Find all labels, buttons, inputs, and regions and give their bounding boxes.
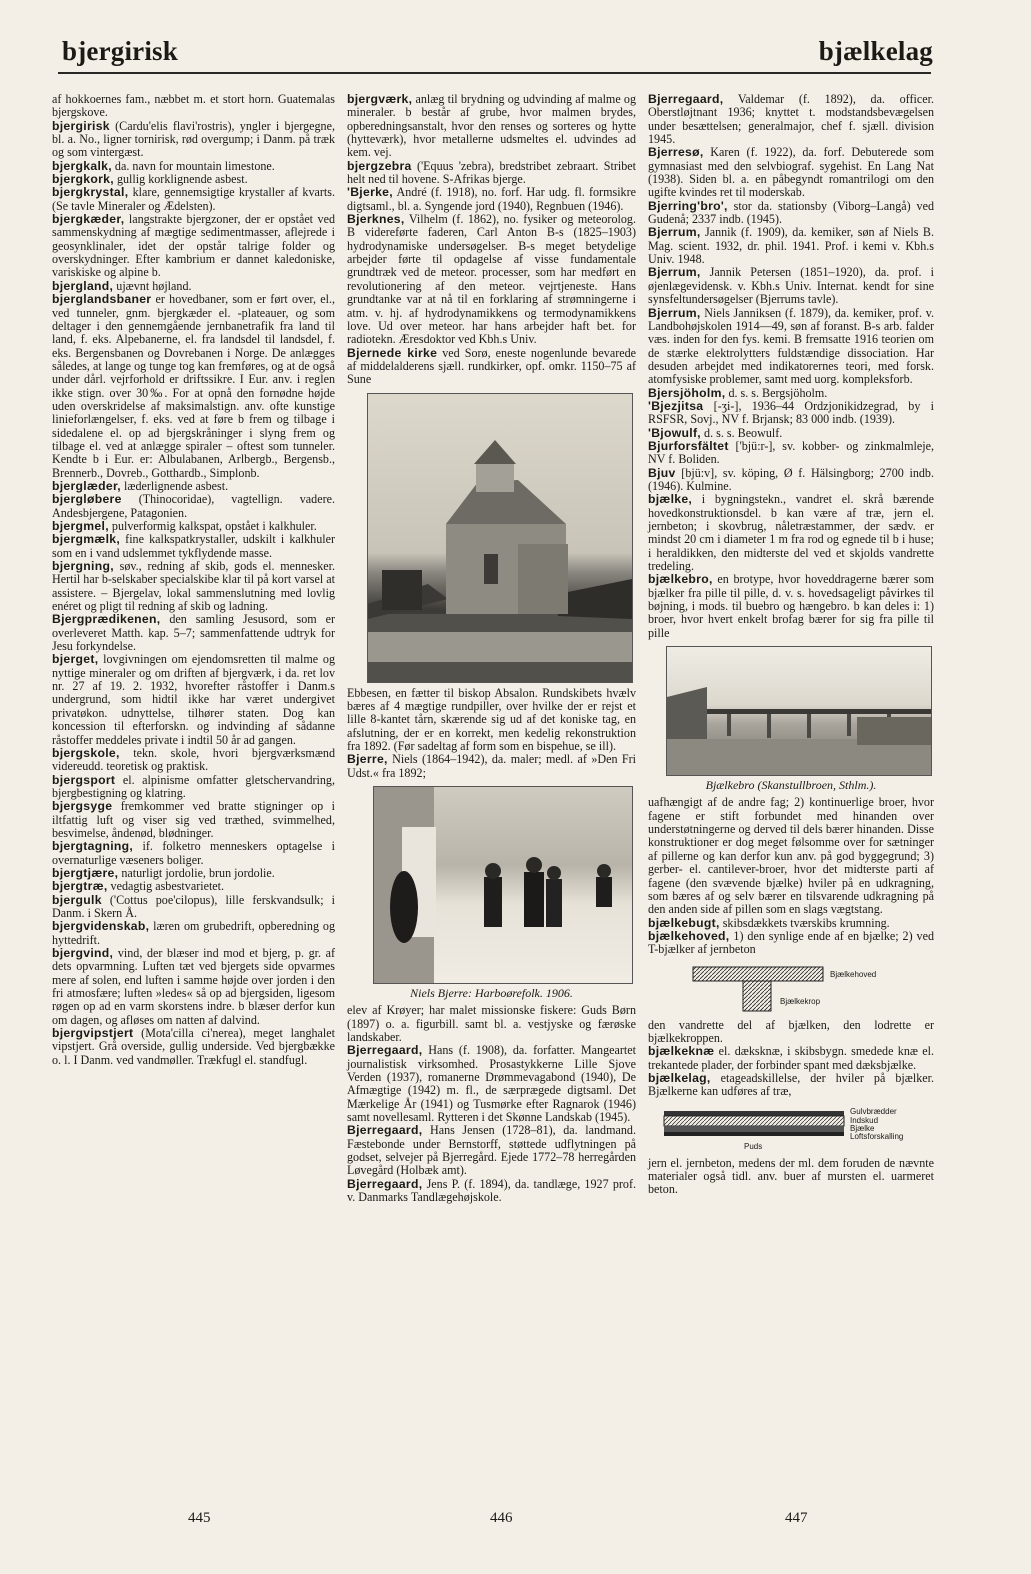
definition: søv., redning af skib, gods el. mennesker. Hertil har b-selskaber specialskibe klar til på kort varsel at assistere. – Bjergelav, lokal sammenslutning med lovlig enéret og pligt til redning af skib og ladning. (52, 559, 335, 614)
entry (347, 160, 636, 187)
entry (52, 774, 335, 801)
headword: bjergning, (52, 559, 114, 574)
definition: d. s. s. Beowulf. (701, 425, 783, 440)
entry (52, 1027, 335, 1067)
page-number-447: 447 (785, 1510, 808, 1526)
entry (648, 440, 934, 467)
guide-word-right: bjælkelag (818, 36, 933, 66)
headword: bjergulk (52, 892, 102, 907)
entry (52, 186, 335, 213)
harboore-painting (373, 786, 633, 984)
definition: Karen (f. 1922), da. forf. Debuterede som gymnasiast med den selvbiograf. sygehist. En Lang Nat (1938). Siden bl. a. en påbegyndt romantrilogi om den ugifte kvindes ret til moderskab. (648, 145, 934, 200)
definition: den vandrette del af bjælken, den lodrette er bjælkekroppen. (648, 1017, 934, 1045)
headword: bjergkrystal, (52, 185, 129, 200)
entry (648, 1019, 934, 1046)
definition: lovgivningen om ejendomsretten til malme og nyttige mineraler og om driften af bjergværk, i da. ret lov nr. 27 af 19. 2. 1932, hvorefter råstoffer i Danm.s undergrund, som hidtil ikke har været undergivet privatøkon. udnyttelse, tilhører staten. Dog kan koncession til efterforskn. og indvinding af sådanne råstoffer meddeles private i indtil 50 år ad gangen. (52, 652, 335, 747)
entry (648, 93, 934, 146)
entry (52, 560, 335, 613)
definition: ('Equus 'zebra), bredstribet zebraart. Stribet helt ned til hovene. S-Afrikas bjerge. (347, 158, 636, 187)
definition: da. navn for mountain limestone. (111, 158, 275, 173)
church-photo (367, 393, 633, 683)
entry (52, 173, 335, 186)
entry (52, 533, 335, 560)
headword: bjergtagning, (52, 839, 134, 854)
entry (52, 213, 335, 280)
definition: el. alpinisme omfatter gletschervandring, bjergbestigning og klatring. (52, 772, 335, 800)
headword: Bjerresø, (648, 145, 704, 160)
definition: klare, gennemsigtige krystaller af kvarts. (Se tavle Mineraler og Ædelsten). (52, 185, 335, 213)
definition: Ebbesen, en fætter til biskop Absalon. Rundskibets hvælv bæres af 4 mægtige rundpiller, over hvilke der er rejst et lille 8-kantet tårn, skærende sig ud af det koniske tag, en afslutning, der er en korrekt, men kedelig rekonstruktion fra 1892. (Før sadeltag af form som en bispehue, se ill). (347, 685, 636, 753)
headword: Bjerrum, (648, 225, 701, 240)
headword: bjergvidenskab, (52, 919, 150, 934)
entry (52, 747, 335, 774)
entry (648, 266, 934, 306)
entry (52, 947, 335, 1027)
bridge-photo-figure (648, 646, 934, 792)
definition: [bjü:v], sv. köping, Ø f. Hälsingborg; 2700 indb. (1946). Kulmine. (648, 465, 934, 493)
entry (648, 226, 934, 266)
headword: bjerglandsbaner (52, 292, 152, 307)
definition: er hovedbaner, som er ført over, el., ved tunneler, gnm. bjergkæder el. -plateauer, og som deltager i den gennemgående jernbanetrafik fra land til land, f. eks. Alpebanerne, el. fra landsdel til landsdel, f. eks. Bergensbanen og Dovrebanen i Norge. De anlægges således, at lange og tunge tog kan fremføres, og at de også under dårl. vejrforhold er driftssikre. I Eur. anv. i reglen ikke stign. over 30‰. For at opnå den fornødne højde uden overskridelse af maksimalstign. anv. ofte kunstige linieforlængelser, f. eks. ved at føre b frem og tilbage i sidedalene el. op ad bjergskråninger i slyng frem og tilbage el. ved at anlægge spiraler – oftest som tunneler. Kendte b i Eur. er: Albulabanen, Arlbergb., Bergensb., Brennerb., Dovreb., Gotthardb., Simplonb. (52, 292, 335, 480)
headword: bjergmel, (52, 519, 109, 533)
entry (648, 930, 934, 957)
entry (347, 347, 636, 387)
joist-label-ceiling: Loftsforskalling (850, 1131, 904, 1141)
definition: Jannik Petersen (1851–1920), da. prof. i øjenlægevidensk. v. Kbh.s Univ. Internat. kendt for sine synsfeltundersøgelser (Bjerrums tavle). (648, 265, 934, 307)
page-number-445: 445 (188, 1510, 211, 1526)
entry (52, 520, 335, 533)
definition: langstrakte bjergzoner, der er opstået ved sammenskydning af mægtige sedimentmasser, aflejrede i geosynklinaler, idet der opstår talrige folder og overskydninger. Efter kambrium er dannet kaledoniske, variskiske og alpine b. (52, 212, 335, 280)
entry (648, 573, 934, 640)
definition: Niels Janniksen (f. 1879), da. kemiker, prof. v. Landbohøjskolen 1914—49, søn af foranst. B-s arb. falder væs. inden for den fys. kemi. B fremsatte 1916 teorien om de stærke elektrolytters fuldstændige dissociation. Har desuden arbejdet med indikatorernes teori, med forsk. atomfysiske problemer, samt med uorg. kompleksforb. (648, 305, 934, 387)
definition: uafhængigt af de andre fag; 2) kontinuerlige broer, hvor fagene er stift forbundet med hinanden over understøtningerne og derved til dels bærer hinanden. Disse konstruktioner er dog meget følsomme over for sætninger af pillerne og kan derfor kun anv. på god byggegrund; 3) gerber- el. cantilever-broer, hvor det midterste parti af fagene (den svævende bjælke) hviler på en udkragning, som bæres af og selv bærer en tilsvarende udkragning på den anden side af pillen som en slags vægtstang. (648, 795, 934, 917)
entry (347, 186, 636, 213)
definition: 1) den synlige ende af en bjælke; 2) ved T-bjælker af jernbeton (648, 928, 934, 957)
headword: bjergsyge (52, 799, 113, 814)
entry (648, 387, 934, 400)
entry (52, 160, 335, 173)
headword: Bjerregaard, (347, 1176, 423, 1191)
column-3 (648, 93, 934, 1197)
definition: elev af Krøyer; har malet missionske fiskere: Guds Børn (1897) o. a. figurbill. samt bl. a. vestjyske og færøske landskaber. (347, 1003, 636, 1044)
church-photo-figure (347, 393, 636, 683)
bridge-photo (666, 646, 932, 776)
headword: bjælke, (648, 492, 693, 507)
column-1 (52, 93, 335, 1067)
definition: anlæg til brydning og udvinding af malme og mineraler. b består af grube, hvor malmen brydes, opberedningsanstalt, hvor den renses og sorteres og hytte (hytteværk), hvor metallerne udsmeltes el. udvindes ad kem. vej. (347, 92, 636, 160)
entry (648, 917, 934, 930)
definition: (Cardu'elis flavi'rostris), yngler i bjergegne, bl. a. No., ligner tornirisk, rød overgump; i Danm. på træk og som vintergæst. (52, 118, 335, 160)
definition: læderlignende asbest. (121, 478, 229, 493)
definition: den samling Jesusord, som er overleveret Matth. kap. 5–7; sammenfattende udtryk for Jesu forkyndelse. (52, 612, 335, 654)
headword: bjergvind, (52, 946, 114, 960)
definition: Jens P. (f. 1894), da. tandlæge, 1927 prof. v. Danmarks Tandlægehøjskole. (347, 1176, 636, 1205)
definition: i bygningstekn., vandret el. skrå bærende hovedkonstruktionsdel. b kan være af træ, jern el. jernbeton; i skovbrug, nåletræstammer, der sædv. er mindst 20 cm i diameter 1 m fra rod og egnede til b i huse; i heraldikken, den midterste del ved et skjolds vandrette tredeling. (648, 492, 934, 574)
definition: fremkommer ved bratte stigninger op i iltfattig luft og viser sig ved træthed, svimmelhed, besvimelse, åndenød, blødninger. (52, 799, 335, 840)
caption-bridge: Bjælkebro (Skanstullbroen, Sthlm.). (705, 778, 877, 793)
definition: skibsdækkets tværskibs krumning. (719, 915, 890, 930)
entry (52, 120, 335, 160)
entry (648, 200, 934, 227)
entry (648, 467, 934, 494)
entry (347, 1044, 636, 1124)
page-number-446: 446 (490, 1510, 513, 1526)
headword: bjælkebro, (648, 572, 713, 587)
entry (347, 213, 636, 346)
headword: Bjerre, (347, 752, 388, 767)
headword: bjergkæder, (52, 212, 125, 227)
headword: Bjuv (648, 465, 676, 480)
definition: pulverformig kalkspat, opstået i kalkhuler. (108, 519, 317, 533)
entry (52, 293, 335, 480)
headword: Bjerrum, (648, 305, 701, 320)
definition: ['bjü:r-], sv. kobber- og zinkmalmleje, NV f. Boliden. (648, 438, 934, 467)
definition: naturligt jordolie, brun jordolie. (118, 865, 275, 880)
entry (648, 493, 934, 573)
headword: bjergkork, (52, 172, 114, 187)
headword: bjergsport (52, 772, 116, 787)
entry (52, 93, 335, 120)
definition: [-ʒi-], 1936–44 Ordzjonikidzegrad, by i RSFSR, Sovj., NV f. Brjansk; 83 000 indb. (1939). (648, 398, 934, 427)
entry (52, 840, 335, 867)
definition: Hans Jensen (1728–81), da. landmand. Fæstebonde under Bernstorff, støttede udflytningen på godset, selvejer på Bjerregård. Ejede 1772–78 herregården Løvegård (Holbæk amt). (347, 1123, 636, 1178)
headword: bjælkelag, (648, 1070, 711, 1085)
definition: Valdemar (f. 1892), da. officer. Oberstløjtnant 1936; knyttet t. modstandsbevægelsen under besættelsen; generalmajor, chef f. sjæll. division 1945. (648, 92, 934, 147)
definition: tekn. skole, hvori bjergværksmænd videreudd. teoretisk og praktisk. (52, 745, 335, 774)
entry (52, 280, 335, 293)
header-rule (58, 72, 931, 74)
definition: en brotype, hvor hoveddragerne bærer som bjælker fra pille til pille, d. v. s. hovedsageligt påvirkes til bøjning, i mods. til buebro og hængebro. b kan deles i: 1) broer, hvor hvert enkelt brofag bærer for sig fra pille til pille (648, 572, 934, 640)
entry (52, 800, 335, 840)
entry (52, 867, 335, 880)
definition: gullig korklignende asbest. (113, 172, 248, 187)
entry (347, 1124, 636, 1177)
definition: vedagtig asbestvarietet. (107, 879, 225, 894)
headword: bjergskole, (52, 745, 120, 760)
headword: bjerget, (52, 652, 99, 667)
headword: Bjergprædikenen, (52, 612, 161, 627)
definition: fine kalkspatkrystaller, udskilt i kalkhuler som en i vand udslemmet tykflydende masse. (52, 532, 335, 560)
headword: Bjerknes, (347, 212, 405, 227)
headword: bjergirisk (52, 118, 110, 133)
entry (648, 307, 934, 387)
entry (648, 796, 934, 916)
entry (648, 400, 934, 427)
definition: André (f. 1918), no. forf. Har udg. fl. formsikre digtsaml., bl. a. Syngende jord (1940), Regnbuen (1946). (347, 185, 636, 213)
headword: 'Bjerke, (347, 185, 393, 200)
joist-label-beam: Bjælke (850, 1123, 875, 1133)
joist-floor-diagram (660, 1105, 930, 1151)
definition: (Thinocoridae), vagtellign. vadere. Andesbjergene, Patagonien. (52, 492, 335, 520)
headword: 'Bjezjitsa (648, 398, 704, 413)
headword: Bjerregaard, (347, 1123, 423, 1138)
entry (52, 480, 335, 493)
t-beam-label-body: Bjælkekrop (780, 996, 821, 1006)
definition: etageadskillelse, der hviler på bjælker. Bjælkerne kan udføres af træ, (648, 1070, 934, 1099)
definition: stor da. stationsby (Viborg–Langå) ved Gudenå; 2337 indb. (1945). (648, 198, 934, 227)
entry (648, 427, 934, 440)
entry (347, 687, 636, 754)
definition: if. folketro menneskers optagelse i overnaturlige væseners boliger. (52, 839, 335, 867)
definition: ujævnt højland. (113, 278, 192, 293)
definition: læren om grubedrift, opberedning og hyttedrift. (52, 919, 335, 947)
entry (347, 753, 636, 780)
definition: Vilhelm (f. 1862), no. fysiker og meteorolog. B videreførte faderen, Carl Anton B-s (1825–1903) hydrodynamiske undersøgelser. B-s meget betydelige arbejder førte til opdagelse af visse fundamentale grundtræk ved de meteor. processer, som har medført en revolutionering af den meteor. vejrtjeneste. Hans grundtanke var at nå til en forklaring af strømningerne i atm. v. hj. af hydrodynamikkens og termodynamikkens love. Ud over meteor. har hans arbejder haft bet. for radiotekn. Æresdoktor ved Kbh.s Univ. (347, 212, 636, 347)
headword: Bjerrum, (648, 265, 701, 280)
definition: d. s. s. Bergsjöholm. (725, 385, 828, 400)
definition: af hokkoernes fam., næbbet m. et stort horn. Guatemalas bjergskove. (52, 92, 335, 120)
headword: bjælkehoved, (648, 928, 730, 943)
entry (648, 1072, 934, 1099)
entry (347, 1178, 636, 1205)
definition: jern el. jernbeton, medens der ml. dem foruden de nævnte materialer også tidl. anv. buer af mursten el. uarmeret beton. (648, 1155, 934, 1197)
entry (52, 920, 335, 947)
definition: ('Cottus poe'cilopus), lille ferskvandsulk; i Danm. i Skern Å. (52, 892, 335, 920)
headword: bjergløbere (52, 492, 122, 507)
definition: (Mota'cilla ci'nerea), meget langhalet vipstjert. Grå overside, gullig underside. Ved bjergbække o. l. I Danm. ved vandmøller. Trækfugl el. standfugl. (52, 1026, 335, 1067)
joist-label-fill: Indskud (850, 1115, 879, 1125)
headword: bjergzebra (347, 158, 412, 173)
headword: bjergmælk, (52, 532, 121, 547)
headword: bjergtjære, (52, 865, 119, 880)
headword: bjergvipstjert (52, 1026, 134, 1041)
joist-label-floorboards: Gulvbrædder (850, 1106, 897, 1116)
headword: Bjerring'bro', (648, 198, 728, 213)
headword: bjergtræ, (52, 879, 108, 894)
entry (648, 1045, 934, 1072)
headword: 'Bjowulf, (648, 425, 701, 440)
definition: Niels (1864–1942), da. maler; medl. af »Den Fri Udst.« fra 1892; (347, 752, 636, 780)
harboore-painting-figure (347, 786, 636, 1000)
joist-label-plaster: Puds (744, 1141, 763, 1151)
headword: bjælkeknæ (648, 1044, 715, 1059)
headword: Bjerregaard, (648, 92, 724, 106)
entry (52, 653, 335, 746)
definition: el. dæksknæ, i skibsbygn. smedede knæ el. trekantede plader, der forbinder spant med dæksbjælke. (648, 1044, 934, 1072)
entry (347, 1004, 636, 1044)
caption-bjerre: Niels Bjerre: Harboørefolk. 1906. (410, 985, 573, 1000)
headword: Bjernede kirke (347, 345, 438, 360)
definition: ved Sorø, eneste nogenlunde bevarede af middelalderens sjæll. rundkirker, opf. omkr. 1150–75 af Sune (347, 345, 636, 387)
entry (648, 1157, 934, 1197)
guide-word-left: bjergirisk (62, 36, 178, 66)
definition: vind, der blæser ind mod et bjerg, p. gr. af dets opvarmning. Luften tæt ved bjergets side opvarmes mere af solen, end luften i samme højde over jorden i den fri atmosfære; luften »ledes« så op ad bjergsiden, ligesom røgen op ad en varm skorstens indre. b blæser derfor kun om dagen, og afløses om natten af dalvind. (52, 946, 335, 1027)
entry (347, 93, 636, 160)
headword: Bjurforsfältet (648, 438, 729, 453)
entry (52, 880, 335, 893)
definition: Jannik (f. 1909), da. kemiker, søn af Niels B. Mag. scient. 1932, dr. phil. 1941. Prof. i kemi v. Kbh.s Univ. 1948. (648, 225, 934, 267)
headword: bjerglæder, (52, 478, 121, 493)
entry (52, 613, 335, 653)
column-2 (347, 93, 636, 1204)
entry (52, 894, 335, 921)
headword: bjælkebugt, (648, 915, 720, 930)
entry (648, 146, 934, 199)
headword: Bjersjöholm, (648, 385, 726, 400)
t-beam-diagram (688, 963, 878, 1013)
entry (52, 493, 335, 520)
definition: Hans (f. 1908), da. forfatter. Mangeartet journalistisk virksomhed. Prosastykkerne Lille Sjove Verden (1937), romanerne Drømmevagabond (1940), De Afmægtige (1942) m. fl., de særprægede digtsaml. Det Mærkelige År (1941) og Tusmørke efter Ragnarok (1946) samt novellesaml. Rytteren i det Skønne Landskab (1945). (347, 1043, 636, 1125)
headword: Bjerregaard, (347, 1043, 423, 1058)
headword: bjergland, (52, 278, 114, 293)
t-beam-label-head: Bjælkehoved (830, 969, 877, 979)
headword: bjergværk, (347, 92, 413, 106)
headword: bjergkalk, (52, 158, 112, 173)
